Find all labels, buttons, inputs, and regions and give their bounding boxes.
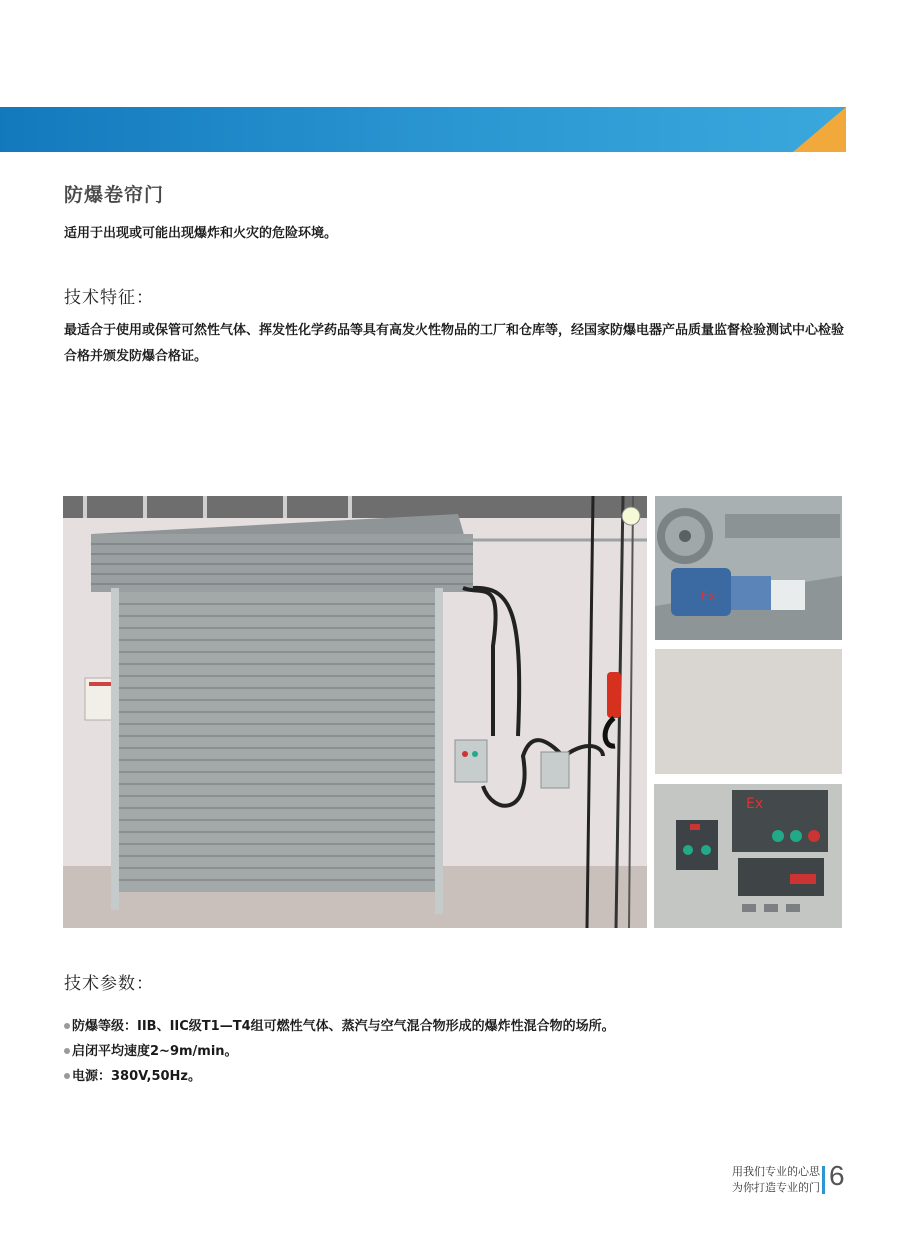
features-text: 最适合于使用或保管可然性气体、挥发性化学药品等具有高发火性物品的工厂和仓库等，经国家防爆电器产品质量监督检验测试中心检验合格并颁发防爆合格证。 <box>64 323 845 364</box>
param-item: 防爆等级：IIB、IIC级T1—T4组可燃性气体、蒸汽与空气混合物形成的爆炸性混合物的场所。 <box>64 1014 615 1039</box>
photo-motor <box>655 496 842 640</box>
control-ex-label: Ex <box>746 796 764 812</box>
header-corner-accent <box>793 107 846 152</box>
params-list <box>64 1014 615 1089</box>
param-item: 电源：380V,50Hz。 <box>64 1064 615 1089</box>
params-heading: 技术参数： <box>64 974 154 994</box>
product-subtitle: 适用于出现或可能出现爆炸和火灾的危险环境。 <box>64 226 338 241</box>
motor-ex-label: Ex <box>701 589 716 603</box>
bullet-dot-icon <box>64 1048 70 1054</box>
footer-divider <box>822 1166 825 1194</box>
photo-placeholder-blank <box>655 649 842 774</box>
main-photo-roller-door <box>63 496 647 928</box>
page-number: 6 <box>829 1160 845 1191</box>
features-heading: 技术特征： <box>64 288 154 308</box>
footer-slogan <box>732 1164 820 1196</box>
param-item: 启闭平均速度2~9m/min。 <box>64 1039 615 1064</box>
product-title: 防爆卷帘门 <box>64 184 165 206</box>
bullet-dot-icon <box>64 1023 70 1029</box>
photo-control-boxes <box>654 784 842 928</box>
footer-slogan-line2: 为你打造专业的门 <box>732 1181 820 1194</box>
footer-slogan-line1: 用我们专业的心思 <box>732 1165 820 1178</box>
header-bar <box>0 107 846 152</box>
bullet-dot-icon <box>64 1073 70 1079</box>
